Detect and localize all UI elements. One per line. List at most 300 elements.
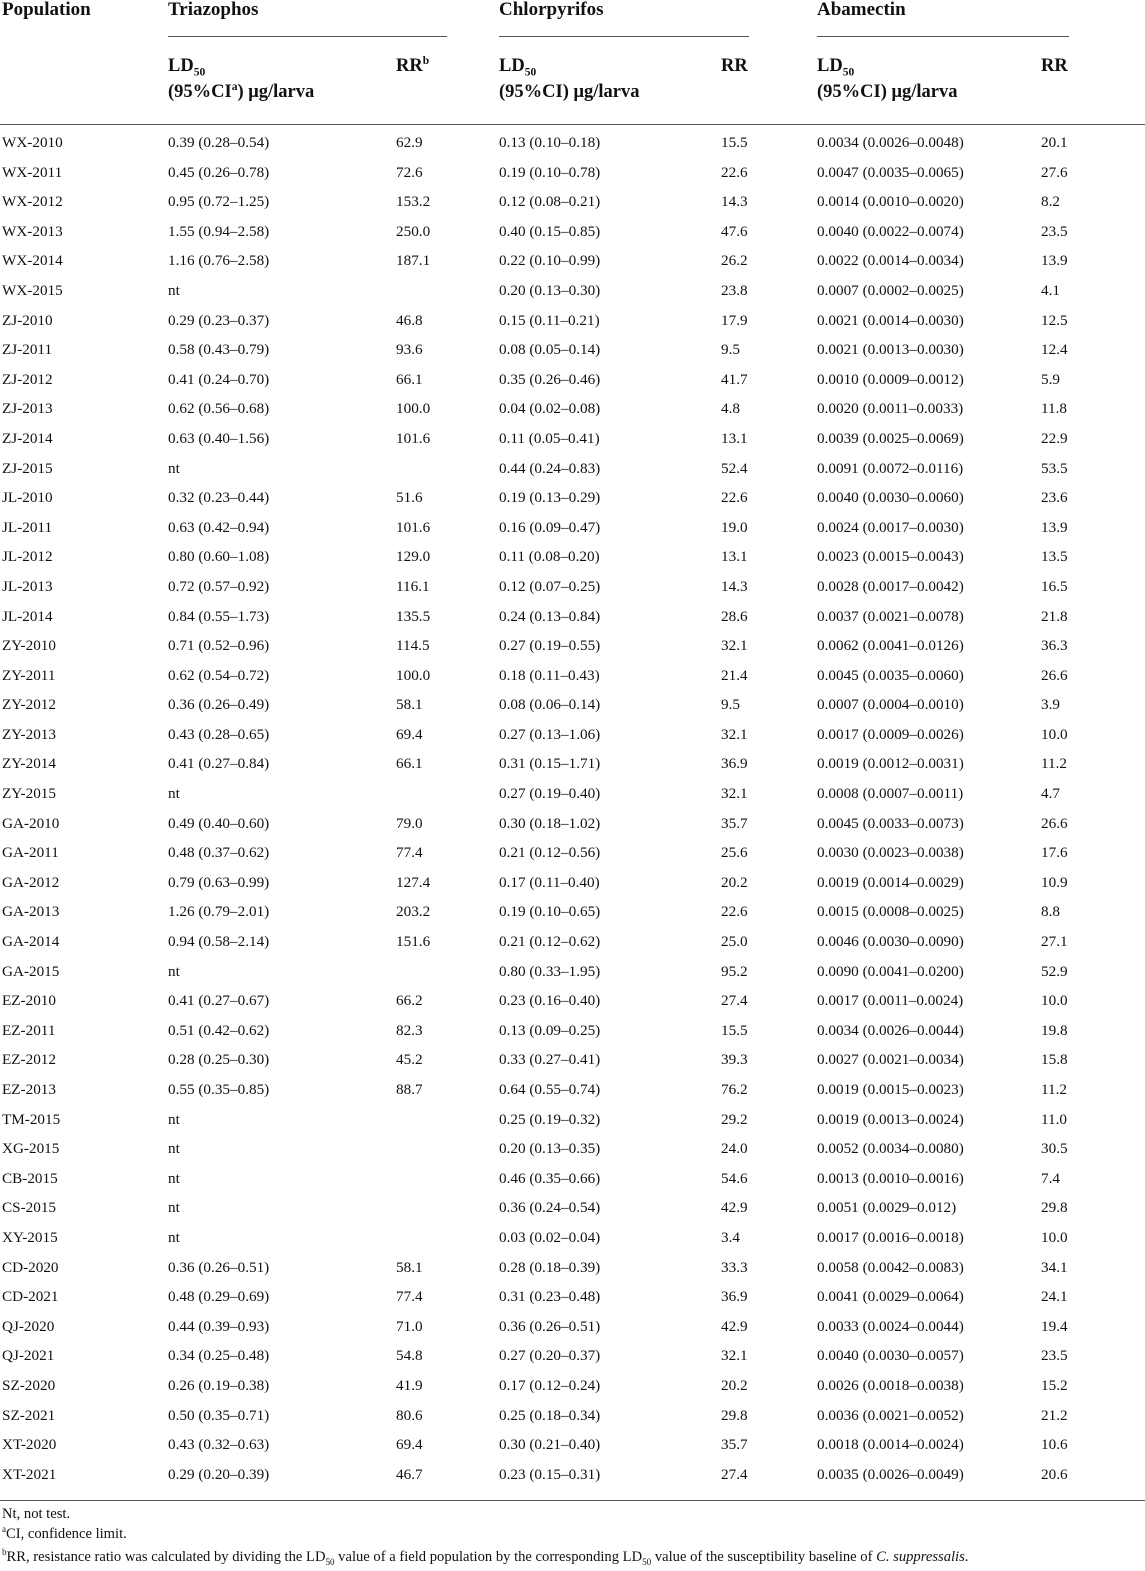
cell-chlorpyrifos-ld50: 0.11 (0.05–0.41) [499, 429, 600, 447]
cell-chlorpyrifos-ld50: 0.27 (0.20–0.37) [499, 1347, 601, 1365]
cell-triazophos-rr: 71.0 [396, 1317, 423, 1335]
cell-abamectin-ld50: 0.0008 (0.0007–0.0011) [817, 785, 964, 803]
cell-abamectin-rr: 11.8 [1041, 400, 1068, 418]
cell-triazophos-rr: 41.9 [396, 1376, 423, 1394]
cell-chlorpyrifos-rr: 3.4 [721, 1228, 740, 1246]
cell-triazophos-ld50: 0.51 (0.42–0.62) [168, 1021, 270, 1039]
cell-abamectin-rr: 15.2 [1041, 1376, 1068, 1394]
cell-triazophos-ld50: 0.36 (0.26–0.51) [168, 1258, 270, 1276]
cell-chlorpyrifos-ld50: 0.04 (0.02–0.08) [499, 400, 601, 418]
table-row [0, 128, 1145, 158]
footnote-a: $^a$CI, confidence limit. [2, 1524, 127, 1542]
cell-abamectin-rr: 21.8 [1041, 607, 1068, 625]
cell-chlorpyrifos-rr: 29.2 [721, 1110, 748, 1128]
cell-population: CB-2015 [2, 1169, 58, 1187]
cell-chlorpyrifos-ld50: 0.20 (0.13–0.35) [499, 1140, 601, 1158]
cell-chlorpyrifos-ld50: 0.21 (0.12–0.62) [499, 933, 601, 951]
cell-triazophos-rr: 46.8 [396, 311, 423, 329]
cell-abamectin-rr: 15.8 [1041, 1051, 1068, 1069]
cell-population: JL-2012 [2, 548, 53, 566]
cell-chlorpyrifos-rr: 22.6 [721, 163, 748, 181]
cell-triazophos-ld50: 0.49 (0.40–0.60) [168, 814, 270, 832]
cell-chlorpyrifos-rr: 4.8 [721, 400, 740, 418]
cell-abamectin-rr: 34.1 [1041, 1258, 1068, 1276]
cell-triazophos-ld50: 0.26 (0.19–0.38) [168, 1376, 270, 1394]
cell-triazophos-rr: 77.4 [396, 844, 423, 862]
cell-abamectin-rr: 8.8 [1041, 903, 1060, 921]
cell-abamectin-ld50: 0.0040 (0.0022–0.0074) [817, 222, 964, 240]
table-row [0, 779, 1145, 809]
cell-triazophos-ld50: 0.44 (0.39–0.93) [168, 1317, 270, 1335]
table-body [0, 128, 1145, 1489]
cell-abamectin-ld50: 0.0019 (0.0012–0.0031) [817, 755, 964, 773]
cell-abamectin-ld50: 0.0046 (0.0030–0.0090) [817, 933, 964, 951]
table-row [0, 542, 1145, 572]
cell-triazophos-ld50: 0.48 (0.37–0.62) [168, 844, 270, 862]
cell-triazophos-rr: 127.4 [396, 873, 431, 891]
header-chlorpyrifos: Chlorpyrifos [499, 0, 604, 20]
cell-chlorpyrifos-ld50: 0.23 (0.15–0.31) [499, 1465, 601, 1483]
cell-chlorpyrifos-ld50: 0.40 (0.15–0.85) [499, 222, 601, 240]
cell-triazophos-rr: 51.6 [396, 489, 423, 507]
cell-population: JL-2011 [2, 518, 53, 536]
cell-population: JL-2010 [2, 489, 53, 507]
cell-chlorpyrifos-ld50: 0.33 (0.27–0.41) [499, 1051, 601, 1069]
cell-abamectin-ld50: 0.0018 (0.0014–0.0024) [817, 1436, 964, 1454]
cell-population: EZ-2012 [2, 1051, 56, 1069]
cell-triazophos-ld50: 0.94 (0.58–2.14) [168, 933, 270, 951]
table-row [0, 1105, 1145, 1135]
cell-chlorpyrifos-rr: 76.2 [721, 1081, 748, 1098]
cell-chlorpyrifos-rr: 22.6 [721, 903, 748, 921]
table-row [0, 809, 1145, 839]
cell-population: GA-2011 [2, 844, 59, 862]
cell-population: CD-2021 [2, 1288, 59, 1306]
cell-triazophos-ld50: 0.95 (0.72–1.25) [168, 193, 270, 211]
cell-abamectin-ld50: 0.0007 (0.0004–0.0010) [817, 696, 964, 714]
cell-abamectin-ld50: 0.0017 (0.0016–0.0018) [817, 1228, 964, 1246]
cell-abamectin-rr: 30.5 [1041, 1140, 1068, 1158]
cell-population: EZ-2013 [2, 1081, 56, 1098]
cell-abamectin-ld50: 0.0034 (0.0026–0.0044) [817, 1021, 964, 1039]
cell-chlorpyrifos-ld50: 0.35 (0.26–0.46) [499, 370, 601, 388]
cell-chlorpyrifos-rr: 20.2 [721, 873, 748, 891]
cell-triazophos-ld50: 0.55 (0.35–0.85) [168, 1081, 270, 1098]
table-row [0, 690, 1145, 720]
cell-chlorpyrifos-rr: 13.1 [721, 548, 748, 566]
cell-chlorpyrifos-rr: 95.2 [721, 962, 748, 980]
cell-abamectin-ld50: 0.0015 (0.0008–0.0025) [817, 903, 964, 921]
cell-chlorpyrifos-rr: 32.1 [721, 637, 748, 655]
cell-abamectin-ld50: 0.0013 (0.0010–0.0016) [817, 1169, 964, 1187]
cell-chlorpyrifos-ld50: 0.64 (0.55–0.74) [499, 1081, 601, 1098]
cell-abamectin-ld50: 0.0037 (0.0021–0.0078) [817, 607, 964, 625]
cell-triazophos-ld50: 0.29 (0.23–0.37) [168, 311, 270, 329]
cell-abamectin-ld50: 0.0091 (0.0072–0.0116) [817, 459, 964, 477]
cell-abamectin-ld50: 0.0040 (0.0030–0.0057) [817, 1347, 964, 1365]
cell-abamectin-ld50: 0.0021 (0.0014–0.0030) [817, 311, 964, 329]
table-row [0, 572, 1145, 602]
cell-abamectin-rr: 12.5 [1041, 311, 1068, 329]
cell-chlorpyrifos-ld50: 0.25 (0.18–0.34) [499, 1406, 601, 1424]
cell-triazophos-ld50: 0.62 (0.54–0.72) [168, 666, 270, 684]
cell-triazophos-ld50: nt [168, 1169, 180, 1187]
cell-chlorpyrifos-ld50: 0.13 (0.09–0.25) [499, 1021, 601, 1039]
cell-chlorpyrifos-ld50: 0.27 (0.19–0.40) [499, 785, 601, 803]
cell-chlorpyrifos-rr: 17.9 [721, 311, 748, 329]
table-row [0, 1282, 1145, 1312]
cell-abamectin-rr: 16.5 [1041, 577, 1068, 595]
cell-population: ZJ-2010 [2, 311, 53, 329]
table-row [0, 631, 1145, 661]
cell-population: SZ-2020 [2, 1376, 56, 1394]
cell-triazophos-rr: 69.4 [396, 725, 423, 743]
cell-abamectin-ld50: 0.0039 (0.0025–0.0069) [817, 429, 964, 447]
cell-abamectin-rr: 24.1 [1041, 1288, 1068, 1306]
cell-abamectin-ld50: 0.0047 (0.0035–0.0065) [817, 163, 964, 181]
table-row [0, 365, 1145, 395]
cell-chlorpyrifos-ld50: 0.36 (0.24–0.54) [499, 1199, 601, 1217]
cell-population: ZY-2015 [2, 785, 56, 803]
table-row [0, 513, 1145, 543]
cell-population: WX-2014 [2, 252, 63, 270]
cell-abamectin-ld50: 0.0017 (0.0009–0.0026) [817, 725, 964, 743]
header-bottom-rule [0, 124, 1145, 125]
cell-abamectin-rr: 10.6 [1041, 1436, 1068, 1454]
cell-triazophos-ld50: 0.84 (0.55–1.73) [168, 607, 270, 625]
cell-population: EZ-2011 [2, 1021, 56, 1039]
cell-triazophos-ld50: 0.80 (0.60–1.08) [168, 548, 270, 566]
cell-chlorpyrifos-ld50: 0.28 (0.18–0.39) [499, 1258, 601, 1276]
table-row [0, 838, 1145, 868]
cell-abamectin-ld50: 0.0058 (0.0042–0.0083) [817, 1258, 964, 1276]
cell-chlorpyrifos-ld50: 0.31 (0.23–0.48) [499, 1288, 601, 1306]
cell-chlorpyrifos-rr: 9.5 [721, 696, 740, 714]
cell-abamectin-ld50: 0.0020 (0.0011–0.0033) [817, 400, 964, 418]
cell-chlorpyrifos-rr: 28.6 [721, 607, 748, 625]
subheader-chlorpyrifos-rr: RR [721, 56, 748, 76]
table-bottom-rule [0, 1500, 1145, 1501]
cell-triazophos-ld50: 0.72 (0.57–0.92) [168, 577, 270, 595]
cell-chlorpyrifos-rr: 39.3 [721, 1051, 748, 1069]
cell-triazophos-rr: 79.0 [396, 814, 423, 832]
cell-population: TM-2015 [2, 1110, 61, 1128]
cell-population: WX-2012 [2, 193, 63, 211]
cell-abamectin-rr: 17.6 [1041, 844, 1068, 862]
cell-population: GA-2010 [2, 814, 60, 832]
table-row [0, 1164, 1145, 1194]
cell-triazophos-ld50: 0.58 (0.43–0.79) [168, 341, 270, 359]
table-row [0, 335, 1145, 365]
cell-population: ZY-2014 [2, 755, 56, 773]
cell-abamectin-rr: 26.6 [1041, 814, 1068, 832]
cell-abamectin-rr: 29.8 [1041, 1199, 1068, 1217]
table-row [0, 1075, 1145, 1105]
cell-abamectin-rr: 23.5 [1041, 222, 1068, 240]
cell-chlorpyrifos-rr: 32.1 [721, 1347, 748, 1365]
cell-abamectin-rr: 10.9 [1041, 873, 1068, 891]
cell-population: SZ-2021 [2, 1406, 56, 1424]
cell-triazophos-rr: 151.6 [396, 933, 431, 951]
cell-abamectin-rr: 52.9 [1041, 962, 1068, 980]
subheader-abamectin-rr: RR [1041, 56, 1068, 76]
cell-triazophos-rr: 100.0 [396, 400, 431, 418]
cell-abamectin-rr: 8.2 [1041, 193, 1060, 211]
cell-abamectin-rr: 7.4 [1041, 1169, 1060, 1187]
cell-chlorpyrifos-ld50: 0.03 (0.02–0.04) [499, 1228, 601, 1246]
cell-abamectin-rr: 27.1 [1041, 933, 1068, 951]
cell-abamectin-ld50: 0.0019 (0.0014–0.0029) [817, 873, 964, 891]
cell-triazophos-rr: 66.2 [396, 992, 423, 1010]
cell-chlorpyrifos-ld50: 0.23 (0.16–0.40) [499, 992, 601, 1010]
cell-triazophos-rr: 69.4 [396, 1436, 423, 1454]
cell-population: EZ-2010 [2, 992, 56, 1010]
cell-abamectin-rr: 27.6 [1041, 163, 1068, 181]
cell-triazophos-rr: 62.9 [396, 134, 423, 151]
cell-abamectin-rr: 20.6 [1041, 1465, 1068, 1483]
cell-triazophos-rr: 187.1 [396, 252, 431, 270]
table-row [0, 868, 1145, 898]
table-row [0, 276, 1145, 306]
cell-triazophos-ld50: 0.43 (0.32–0.63) [168, 1436, 270, 1454]
table-row [0, 1341, 1145, 1371]
table-row [0, 483, 1145, 513]
cell-triazophos-rr: 203.2 [396, 903, 431, 921]
cell-chlorpyrifos-rr: 24.0 [721, 1140, 748, 1158]
cell-chlorpyrifos-ld50: 0.11 (0.08–0.20) [499, 548, 600, 566]
cell-triazophos-ld50: nt [168, 785, 180, 803]
table-row [0, 602, 1145, 632]
table-row [0, 1223, 1145, 1253]
cell-triazophos-ld50: 0.39 (0.28–0.54) [168, 134, 270, 151]
cell-triazophos-ld50: 0.41 (0.27–0.84) [168, 755, 270, 773]
subheader-triazophos-rr: $RR^b$ [396, 54, 430, 76]
cell-abamectin-rr: 3.9 [1041, 696, 1060, 714]
cell-chlorpyrifos-rr: 15.5 [721, 134, 748, 151]
cell-triazophos-ld50: 0.36 (0.26–0.49) [168, 696, 270, 714]
cell-chlorpyrifos-rr: 23.8 [721, 281, 748, 299]
cell-chlorpyrifos-ld50: 0.44 (0.24–0.83) [499, 459, 601, 477]
cell-population: WX-2013 [2, 222, 63, 240]
cell-abamectin-ld50: 0.0010 (0.0009–0.0012) [817, 370, 964, 388]
cell-chlorpyrifos-ld50: 0.80 (0.33–1.95) [499, 962, 601, 980]
cell-chlorpyrifos-rr: 25.0 [721, 933, 748, 951]
cell-chlorpyrifos-rr: 20.2 [721, 1376, 748, 1394]
cell-population: GA-2012 [2, 873, 60, 891]
table-row [0, 1045, 1145, 1075]
cell-population: ZJ-2013 [2, 400, 53, 418]
cell-chlorpyrifos-ld50: 0.19 (0.13–0.29) [499, 489, 601, 507]
cell-abamectin-ld50: 0.0024 (0.0017–0.0030) [817, 518, 964, 536]
cell-triazophos-ld50: nt [168, 1199, 180, 1217]
cell-abamectin-ld50: 0.0062 (0.0041–0.0126) [817, 637, 964, 655]
cell-chlorpyrifos-ld50: 0.31 (0.15–1.71) [499, 755, 601, 773]
cell-chlorpyrifos-rr: 9.5 [721, 341, 740, 359]
cell-chlorpyrifos-ld50: 0.24 (0.13–0.84) [499, 607, 601, 625]
cell-abamectin-ld50: 0.0026 (0.0018–0.0038) [817, 1376, 964, 1394]
cell-triazophos-rr: 80.6 [396, 1406, 423, 1424]
cell-chlorpyrifos-rr: 29.8 [721, 1406, 748, 1424]
table-row [0, 1193, 1145, 1223]
table-row [0, 187, 1145, 217]
cell-triazophos-ld50: nt [168, 1228, 180, 1246]
table-row [0, 897, 1145, 927]
chlorpyrifos-rule [499, 36, 749, 37]
table-row [0, 246, 1145, 276]
cell-triazophos-ld50: 0.41 (0.27–0.67) [168, 992, 270, 1010]
cell-chlorpyrifos-rr: 54.6 [721, 1169, 748, 1187]
cell-population: JL-2013 [2, 577, 53, 595]
cell-abamectin-rr: 10.0 [1041, 992, 1068, 1010]
cell-triazophos-ld50: nt [168, 1110, 180, 1128]
cell-chlorpyrifos-rr: 32.1 [721, 725, 748, 743]
cell-chlorpyrifos-ld50: 0.27 (0.13–1.06) [499, 725, 601, 743]
cell-population: ZY-2013 [2, 725, 56, 743]
cell-chlorpyrifos-ld50: 0.21 (0.12–0.56) [499, 844, 601, 862]
footnote-b: $^b$RR, resistance ratio was calculated by dividing the $LD_{50}$ value of a field population by the corresponding $LD_{50}$ value of the susceptibility baseline of C. suppressalis. [2, 1547, 969, 1567]
cell-abamectin-rr: 23.6 [1041, 489, 1068, 507]
cell-triazophos-rr: 100.0 [396, 666, 431, 684]
cell-chlorpyrifos-ld50: 0.13 (0.10–0.18) [499, 134, 601, 151]
cell-population: WX-2011 [2, 163, 63, 181]
cell-triazophos-rr: 129.0 [396, 548, 431, 566]
cell-chlorpyrifos-rr: 33.3 [721, 1258, 748, 1276]
cell-chlorpyrifos-ld50: 0.30 (0.21–0.40) [499, 1436, 601, 1454]
cell-triazophos-ld50: 0.71 (0.52–0.96) [168, 637, 270, 655]
cell-chlorpyrifos-rr: 19.0 [721, 518, 748, 536]
cell-chlorpyrifos-rr: 42.9 [721, 1317, 748, 1335]
cell-triazophos-rr: 116.1 [396, 577, 430, 595]
cell-abamectin-rr: 11.2 [1041, 755, 1068, 773]
cell-triazophos-ld50: 0.34 (0.25–0.48) [168, 1347, 270, 1365]
table-row [0, 1460, 1145, 1490]
cell-population: XY-2015 [2, 1228, 58, 1246]
cell-triazophos-rr: 66.1 [396, 755, 423, 773]
cell-abamectin-ld50: 0.0045 (0.0035–0.0060) [817, 666, 964, 684]
cell-triazophos-rr: 54.8 [396, 1347, 423, 1365]
cell-chlorpyrifos-rr: 41.7 [721, 370, 748, 388]
cell-abamectin-rr: 19.4 [1041, 1317, 1068, 1335]
cell-abamectin-ld50: 0.0045 (0.0033–0.0073) [817, 814, 964, 832]
cell-triazophos-rr: 82.3 [396, 1021, 423, 1039]
cell-chlorpyrifos-ld50: 0.25 (0.19–0.32) [499, 1110, 601, 1128]
header-population: Population [2, 0, 91, 20]
header-triazophos: Triazophos [168, 0, 259, 20]
cell-chlorpyrifos-ld50: 0.46 (0.35–0.66) [499, 1169, 601, 1187]
table-row [0, 1016, 1145, 1046]
cell-chlorpyrifos-rr: 36.9 [721, 1288, 748, 1306]
cell-chlorpyrifos-rr: 27.4 [721, 992, 748, 1010]
cell-chlorpyrifos-rr: 13.1 [721, 429, 748, 447]
cell-chlorpyrifos-ld50: 0.22 (0.10–0.99) [499, 252, 601, 270]
cell-abamectin-rr: 4.1 [1041, 281, 1060, 299]
cell-abamectin-ld50: 0.0021 (0.0013–0.0030) [817, 341, 964, 359]
cell-abamectin-rr: 4.7 [1041, 785, 1060, 803]
cell-abamectin-ld50: 0.0019 (0.0013–0.0024) [817, 1110, 964, 1128]
cell-triazophos-ld50: 1.16 (0.76–2.58) [168, 252, 270, 270]
cell-population: WX-2010 [2, 134, 63, 151]
cell-population: JL-2014 [2, 607, 53, 625]
cell-chlorpyrifos-rr: 35.7 [721, 1436, 748, 1454]
cell-abamectin-rr: 26.6 [1041, 666, 1068, 684]
table-row [0, 1253, 1145, 1283]
cell-triazophos-rr: 101.6 [396, 518, 431, 536]
cell-chlorpyrifos-ld50: 0.17 (0.12–0.24) [499, 1376, 601, 1394]
cell-chlorpyrifos-ld50: 0.16 (0.09–0.47) [499, 518, 601, 536]
table-row [0, 454, 1145, 484]
cell-population: CS-2015 [2, 1199, 57, 1217]
table-row [0, 1401, 1145, 1431]
cell-chlorpyrifos-ld50: 0.19 (0.10–0.78) [499, 163, 601, 181]
cell-population: QJ-2020 [2, 1317, 55, 1335]
cell-triazophos-ld50: 0.45 (0.26–0.78) [168, 163, 270, 181]
cell-triazophos-ld50: 1.26 (0.79–2.01) [168, 903, 270, 921]
cell-abamectin-ld50: 0.0007 (0.0002–0.0025) [817, 281, 964, 299]
cell-population: XG-2015 [2, 1140, 60, 1158]
cell-abamectin-rr: 5.9 [1041, 370, 1060, 388]
cell-abamectin-ld50: 0.0033 (0.0024–0.0044) [817, 1317, 964, 1335]
cell-abamectin-rr: 36.3 [1041, 637, 1068, 655]
cell-population: ZY-2010 [2, 637, 56, 655]
cell-triazophos-rr: 66.1 [396, 370, 423, 388]
cell-triazophos-rr: 93.6 [396, 341, 423, 359]
cell-chlorpyrifos-rr: 27.4 [721, 1465, 748, 1483]
cell-chlorpyrifos-rr: 15.5 [721, 1021, 748, 1039]
cell-abamectin-ld50: 0.0028 (0.0017–0.0042) [817, 577, 964, 595]
triazophos-rule [168, 36, 447, 37]
cell-triazophos-rr: 153.2 [396, 193, 431, 211]
cell-abamectin-rr: 21.2 [1041, 1406, 1068, 1424]
cell-triazophos-ld50: 0.79 (0.63–0.99) [168, 873, 270, 891]
cell-chlorpyrifos-ld50: 0.08 (0.06–0.14) [499, 696, 601, 714]
cell-chlorpyrifos-rr: 14.3 [721, 577, 748, 595]
table-row [0, 1134, 1145, 1164]
cell-abamectin-ld50: 0.0090 (0.0041–0.0200) [817, 962, 964, 980]
cell-triazophos-ld50: 0.63 (0.42–0.94) [168, 518, 270, 536]
cell-triazophos-rr: 114.5 [396, 637, 430, 655]
cell-triazophos-ld50: 0.32 (0.23–0.44) [168, 489, 270, 507]
cell-chlorpyrifos-rr: 26.2 [721, 252, 748, 270]
cell-population: QJ-2021 [2, 1347, 55, 1365]
cell-population: GA-2015 [2, 962, 60, 980]
cell-abamectin-rr: 13.9 [1041, 518, 1068, 536]
cell-population: ZJ-2012 [2, 370, 53, 388]
cell-chlorpyrifos-rr: 25.6 [721, 844, 748, 862]
table-row [0, 749, 1145, 779]
table-row [0, 957, 1145, 987]
cell-abamectin-rr: 22.9 [1041, 429, 1068, 447]
cell-abamectin-rr: 10.0 [1041, 1228, 1068, 1246]
table-row [0, 661, 1145, 691]
cell-population: ZJ-2015 [2, 459, 53, 477]
table-row [0, 394, 1145, 424]
cell-population: ZJ-2014 [2, 429, 53, 447]
cell-triazophos-ld50: 0.48 (0.29–0.69) [168, 1288, 270, 1306]
cell-abamectin-rr: 13.5 [1041, 548, 1068, 566]
cell-abamectin-ld50: 0.0036 (0.0021–0.0052) [817, 1406, 964, 1424]
cell-abamectin-ld50: 0.0041 (0.0029–0.0064) [817, 1288, 964, 1306]
cell-triazophos-rr: 88.7 [396, 1081, 423, 1098]
cell-chlorpyrifos-rr: 47.6 [721, 222, 748, 240]
subheader-chlorpyrifos-ld50: $LD_{50}$ (95%CI) μg/larva [499, 56, 640, 102]
cell-triazophos-rr: 58.1 [396, 1258, 423, 1276]
cell-population: XT-2021 [2, 1465, 57, 1483]
cell-triazophos-rr: 135.5 [396, 607, 431, 625]
cell-chlorpyrifos-rr: 22.6 [721, 489, 748, 507]
cell-triazophos-ld50: nt [168, 281, 180, 299]
cell-chlorpyrifos-ld50: 0.12 (0.07–0.25) [499, 577, 601, 595]
cell-abamectin-rr: 19.8 [1041, 1021, 1068, 1039]
